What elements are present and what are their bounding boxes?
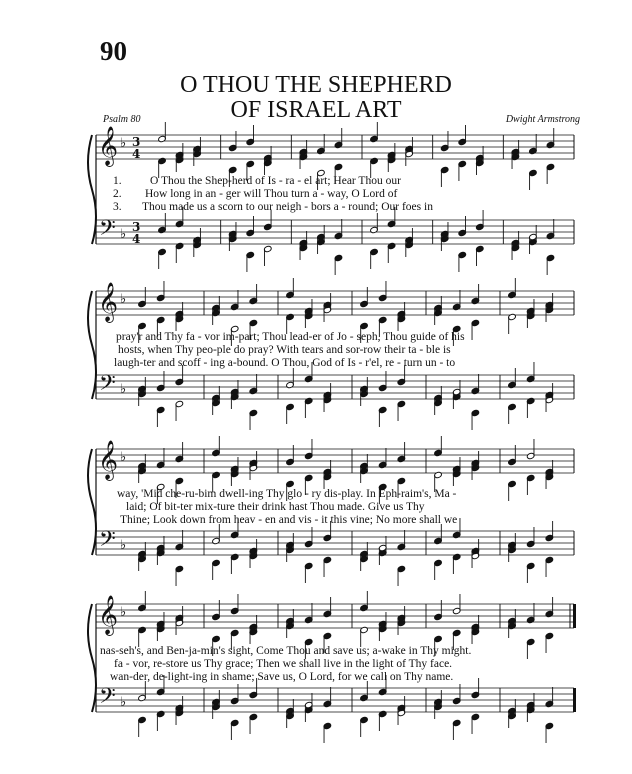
treble-clef-icon: 𝄞: [98, 126, 119, 166]
time-signature: 4: [132, 232, 141, 246]
brace: [88, 291, 96, 399]
treble-clef-icon: 𝄞: [98, 595, 119, 635]
lyric-line: laid; Of bit-ter mix-ture their drink hast Thou made. Give us Thy: [126, 501, 425, 513]
title-line-2: OF ISRAEL ART: [230, 97, 402, 123]
final-barline: [573, 688, 576, 712]
bass-clef-icon: 𝄢: [99, 216, 116, 246]
time-signature: 3: [132, 135, 141, 149]
flat-sign: ♭: [120, 538, 127, 553]
verse-number: 1.: [113, 175, 122, 187]
flat-sign: ♭: [120, 450, 127, 465]
final-barline: [573, 604, 576, 628]
verse-number: 3.: [113, 201, 122, 213]
bass-clef-icon: 𝄢: [99, 527, 116, 557]
flat-sign: ♭: [120, 292, 127, 307]
treble-clef-icon: 𝄞: [98, 440, 119, 480]
lyric-line: fa - vor, re-store us Thy grace; Then we shall live in the light of Thy face.: [114, 658, 453, 670]
flat-sign: ♭: [120, 382, 127, 397]
lyric-line: Thine; Look down from heav - en and vis - it this vine; No more shall we: [120, 514, 458, 526]
lyric-line: Thou made us a scorn to our neigh - bors a - round; Our foes in: [142, 201, 433, 213]
time-signature: 4: [132, 147, 141, 161]
lyric-line: wan-der, de-light-ing in shame; Save us, O Lord, for we call on Thy name.: [110, 671, 454, 683]
time-signature: 3: [132, 220, 141, 234]
composer-credit: Dwight Armstrong: [505, 114, 580, 125]
bass-clef-icon: 𝄢: [99, 371, 116, 401]
flat-sign: ♭: [120, 605, 127, 620]
lyric-line: How long in an - ger will Thou turn a - way, O Lord of: [145, 188, 398, 200]
lyric-line: nas-seh's, and Ben-ja-min's sight, Come Thou and save us; a-wake in Thy might.: [100, 645, 472, 657]
brace: [88, 135, 96, 244]
brace: [88, 449, 96, 555]
title-line-1: O THOU THE SHEPHERD: [180, 72, 452, 98]
lyric-line: hosts, when Thy peo-ple do pray? With tears and sor-row their ta - ble is: [118, 344, 451, 356]
lyric-line: O Thou the Shep-herd of Is - ra - el art; Hear Thou our: [150, 175, 401, 187]
bass-clef-icon: 𝄢: [99, 684, 116, 714]
treble-clef-icon: 𝄞: [98, 282, 119, 322]
hymn-number: 90: [100, 36, 127, 66]
flat-sign: ♭: [120, 136, 127, 151]
flat-sign: ♭: [120, 227, 127, 242]
lyric-line: way, 'Mid che-ru-bim dwell-ing Thy glo - ry dis-play. In Eph-raim's, Ma -: [117, 488, 457, 500]
scripture-reference: Psalm 80: [103, 114, 141, 125]
verse-number: 2.: [113, 188, 122, 200]
lyric-line: pray'r and Thy fa - vor im-part; Thou lead-er of Jo - seph, Thou guide of his: [116, 331, 465, 343]
flat-sign: ♭: [120, 695, 127, 710]
brace: [88, 604, 96, 712]
lyric-line: laugh-ter and scoff - ing a-bound. O Thou, God of Is - r'el, re - turn un - to: [114, 357, 456, 369]
